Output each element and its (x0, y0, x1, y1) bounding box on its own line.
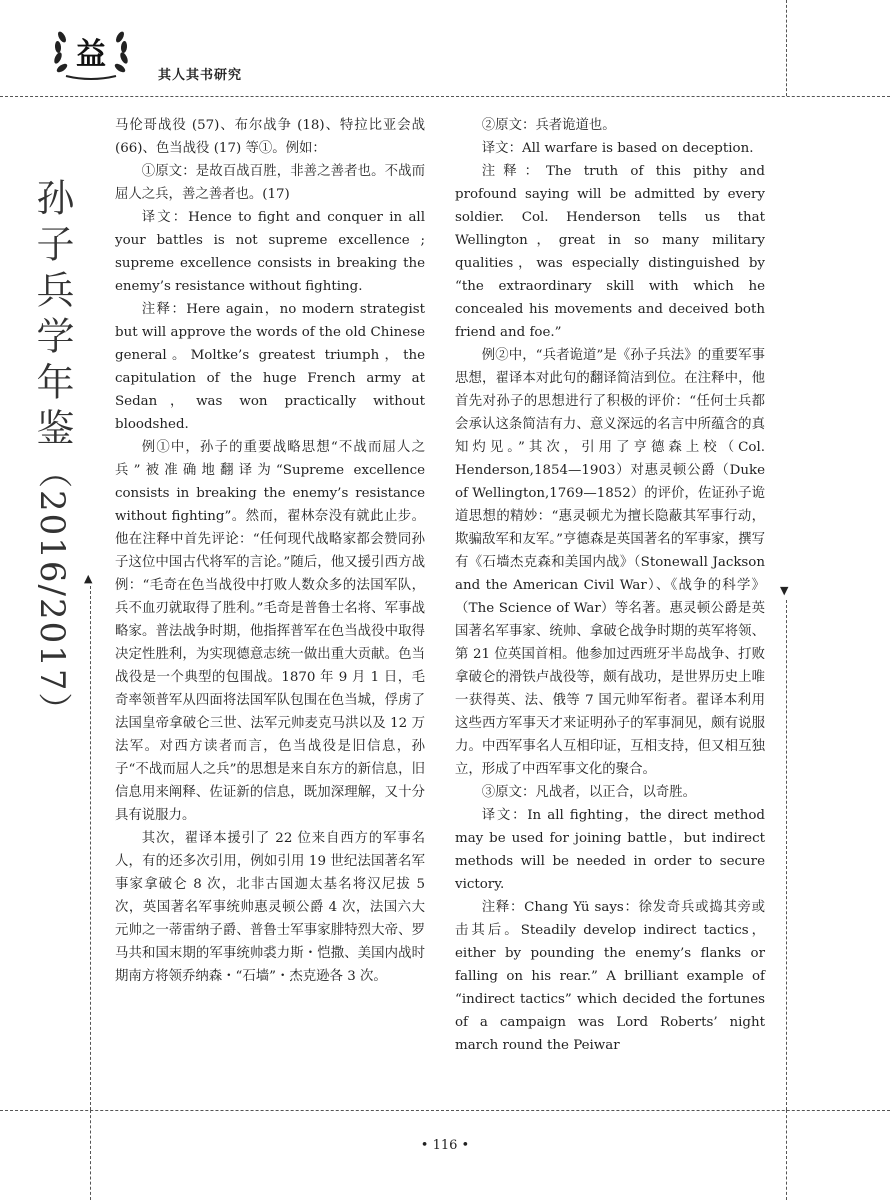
yearbook-vertical-title (24, 178, 80, 729)
left-paragraph-5: 例①中，孙子的重要战略思想“不战而屈人之兵”被准确地翻译为“Supreme excellence consists in breaking the enemy’s resistance without fighting”。然而，翟林奈没有就此止步。他在注释中首先评论：“任何现代战略家都会赞同孙子这位中国古代将军的言论。”随后，他又援引西方战例：“毛奇在色当战役中打败人数众多的法国军队，兵不血刃就取得了胜利。”毛奇是普鲁士名将、军事战略家。普法战争时期，他指挥普军在色当战役中取得决定性胜利，为实现德意志统一做出重大贡献。色当战役是一个典型的包围战。1870 年 9 月 1 日，毛奇率领普军从四面将法国军队包围在色当城，俘虏了法国皇帝拿破仑三世、法军元帅麦克马洪以及 12 万法军。对西方读者而言，色当战役是旧信息，孙子“不战而屈人之兵”的思想是来自东方的新信息，旧信息用来阐释、佐证新的信息，既加深理解，又十分具有说服力。 (115, 440, 425, 823)
right-paragraph-1: ②原文：兵者诡道也。 (481, 118, 616, 133)
right-margin-line-bottom (786, 1110, 787, 1200)
left-paragraph-1: 马伦哥战役 (57)、布尔战争 (18)、特拉比亚会战 (66)、色当战役 (17) 等①。例如： (115, 118, 425, 156)
left-paragraph-3: 译文：Hence to fight and conquer in all your battles is not supreme excellence ; supreme excellence consists in breaking the enemy’s resistance without fighting. (115, 210, 425, 294)
header-rule (0, 96, 890, 97)
left-paragraph-2: ①原文：是故百战百胜，非善之善者也。不战而屈人之兵，善之善者也。(17) (115, 164, 425, 202)
left-margin-line-bottom (90, 1110, 91, 1200)
page-number: • 116 • (420, 1138, 470, 1153)
logo-glyph: 益 (76, 37, 106, 72)
down-triangle-icon: ▼ (780, 584, 789, 597)
right-paragraph-2: 译文：All warfare is based on deception. (481, 141, 754, 156)
right-margin-line-top (786, 0, 787, 96)
up-triangle-icon: ▲ (84, 572, 93, 585)
footer-rule (0, 1110, 890, 1111)
right-paragraph-4: 例②中，“兵者诡道”是《孙子兵法》的重要军事思想，翟译本对此句的翻译简洁到位。在注释中，他首先对孙子的思想进行了积极的评价：“任何士兵都会承认这条简洁有力、意义深远的名言中所蕴含的真知灼见。”其次，引用了亨德森上校（Col. Henderson,1854—1903）对惠灵顿公爵（Duke of Wellington,1769—1852）的评价，佐证孙子诡道思想的精妙：“惠灵顿尤为擅长隐蔽其军事行动，欺骗敌军和友军。”亨德森是英国著名的军事家，撰写有《石墙杰克森和美国内战》（Stonewall Jackson and the American Civil War）、《战争的科学》（The Science of War）等名著。惠灵顿公爵是英国著名军事家、统帅、拿破仑战争时期的英军将领、第 21 位英国首相。他参加过西班牙半岛战争、打败拿破仑的滑铁卢战役等，颇有战功，是世界历史上唯一获得英、法、俄等 7 国元帅军衔者。翟译本利用这些西方军事天才来证明孙子的军事洞见，颇有说服力。中西军事名人互相印证，互相支持，但又相互独立，形成了中西军事文化的聚合。 (455, 348, 765, 777)
right-paragraph-5: ③原文：凡战者，以正合，以奇胜。 (481, 785, 697, 800)
left-column (115, 114, 425, 988)
right-paragraph-6: 译文：In all fighting，the direct method may be used for joining battle，but indirect methods will be needed in order to secure victory. (455, 808, 765, 892)
right-column (455, 114, 765, 1057)
left-paragraph-6: 其次，翟译本援引了 22 位来自西方的军事名人，有的还多次引用，例如引用 19 世纪法国著名军事家拿破仑 8 次，北非古国迦太基名将汉尼拔 5 次，英国著名军事统帅惠灵顿公爵 4 次，法国六大元帅之一蒂雷纳子爵、普鲁士军事家腓特烈大帝、罗马共和国末期的军事统帅裘力斯・恺撒、美国内战时期南方将领乔纳森・“石墙”・杰克逊各 3 次。 (115, 831, 425, 984)
laurel-wreath-icon (48, 22, 134, 82)
yearbook-name: 孙子兵学年鉴 (30, 178, 74, 454)
left-margin-line (90, 586, 91, 1110)
laurel-logo (48, 22, 134, 82)
right-paragraph-3: 注释：The truth of this pithy and profound saying will be admitted by every soldier. Col. Henderson tells us that Wellington，great in so many military qualities，was especially distinguished by “the extraordinary skill with which he concealed his movements and deceived both friend and foe.” (455, 164, 765, 340)
yearbook-year: （2016/2017） (32, 454, 72, 729)
left-paragraph-4: 注释：Here again，no modern strategist but will approve the words of the old Chinese general。Moltke’s greatest triumph，the capitulation of the huge French army at Sedan，was won practically without bloodshed. (115, 302, 425, 432)
right-margin-line (786, 600, 787, 1110)
running-header: 其人其书研究 (158, 68, 243, 83)
right-paragraph-7: 注释：Chang Yü says：徐发奇兵或捣其旁或击其后。Steadily develop indirect tactics，either by pounding the enemy’s flanks or falling on his rear.” A brilliant example of “indirect tactics” which decided the fortunes of a campaign was Lord Roberts’ night march round the Peiwar (455, 900, 765, 1053)
